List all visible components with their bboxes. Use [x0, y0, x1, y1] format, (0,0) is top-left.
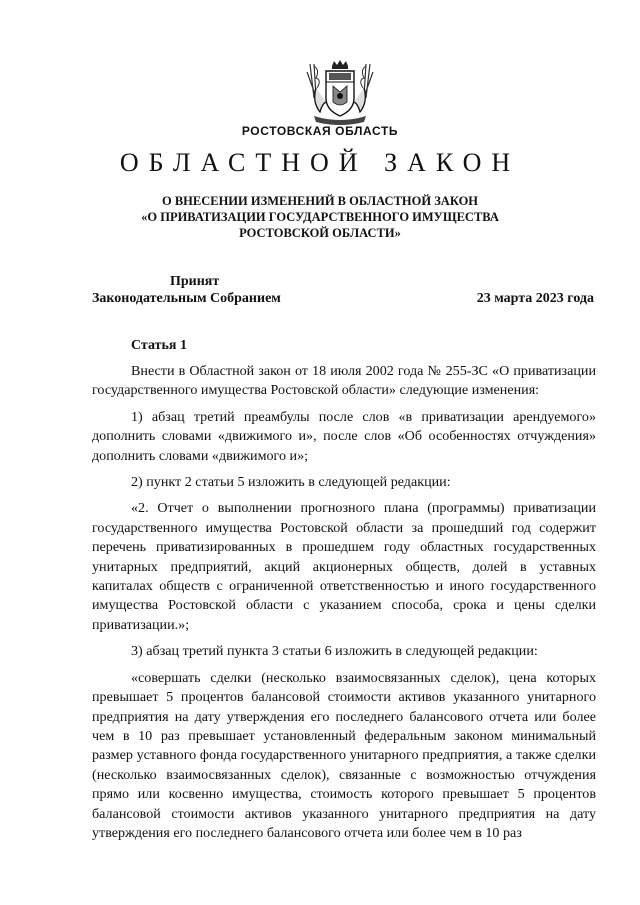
adoption-statement — [92, 273, 281, 307]
law-title — [100, 193, 540, 241]
adopting-body: Законодательным Собранием — [92, 291, 281, 306]
law-title-line: О ВНЕСЕНИИ ИЗМЕНЕНИЙ В ОБЛАСТНОЙ ЗАКОН — [161, 194, 479, 208]
article-paragraph: «2. Отчет о выполнении прогнозного плана (программы) приватизации государственного имущества Ростовской области за прошедший год содержит перечень приватизированных в прошедшем году областных государственных унитарных предприятий, акций акционерных обществ, долей в уставных капиталах обществ с ограниченной ответственностью и иного государственного имущества Ростовской области с указанием способа, срока и цены сделки приватизации.»; — [92, 500, 596, 633]
law-title-line: «О ПРИВАТИЗАЦИИ ГОСУДАРСТВЕННОГО ИМУЩЕСТВА — [141, 210, 499, 224]
article-paragraph: «совершать сделки (несколько взаимосвязанных сделок), цена которых превышает 5 процентов балансовой стоимости активов указанного унитарного предприятия на дату утверждения его последнего балансового отчета или более чем в 10 раз превышает установленный федеральным законом минимальный размер уставного фонда государственного унитарного предприятия, а также сделки (несколько взаимосвязанных сделок), связанные с возможностью отчуждения прямо или косвенно имущества, стоимость которого превышает 5 процентов балансовой стоимости активов указанного унитарного предприятия на дату утверждения его последнего балансового отчета или более чем в 10 раз — [92, 669, 596, 841]
adopted-label: Принят — [170, 274, 220, 289]
article-body — [92, 362, 596, 850]
article-paragraph: 2) пункт 2 статьи 5 изложить в следующей редакции: — [131, 474, 451, 491]
article-paragraph: 3) абзац третий пункта 3 статьи 6 изложить в следующей редакции: — [131, 643, 538, 660]
article-paragraph: Внести в Областной закон от 18 июля 2002 года № 255-ЗС «О приватизации государственного имущества Ростовской области» следующие изменения: — [92, 363, 596, 399]
region-name: РОСТОВСКАЯ ОБЛАСТЬ — [241, 124, 399, 138]
rostov-oblast-coat-of-arms-icon — [304, 58, 376, 126]
adoption-date: 23 марта 2023 года — [476, 291, 594, 306]
article-title: Статья 1 — [131, 338, 187, 353]
document-type-heading: ОБЛАСТНОЙ ЗАКОН — [119, 148, 521, 177]
law-title-line: РОСТОВСКОЙ ОБЛАСТИ» — [239, 226, 401, 240]
article-paragraph: 1) абзац третий преамбулы после слов «в приватизации арендуемого» дополнить словами «движимого и», после слов «Об особенностях отчуждения» дополнить словами «движимого и»; — [92, 408, 596, 464]
